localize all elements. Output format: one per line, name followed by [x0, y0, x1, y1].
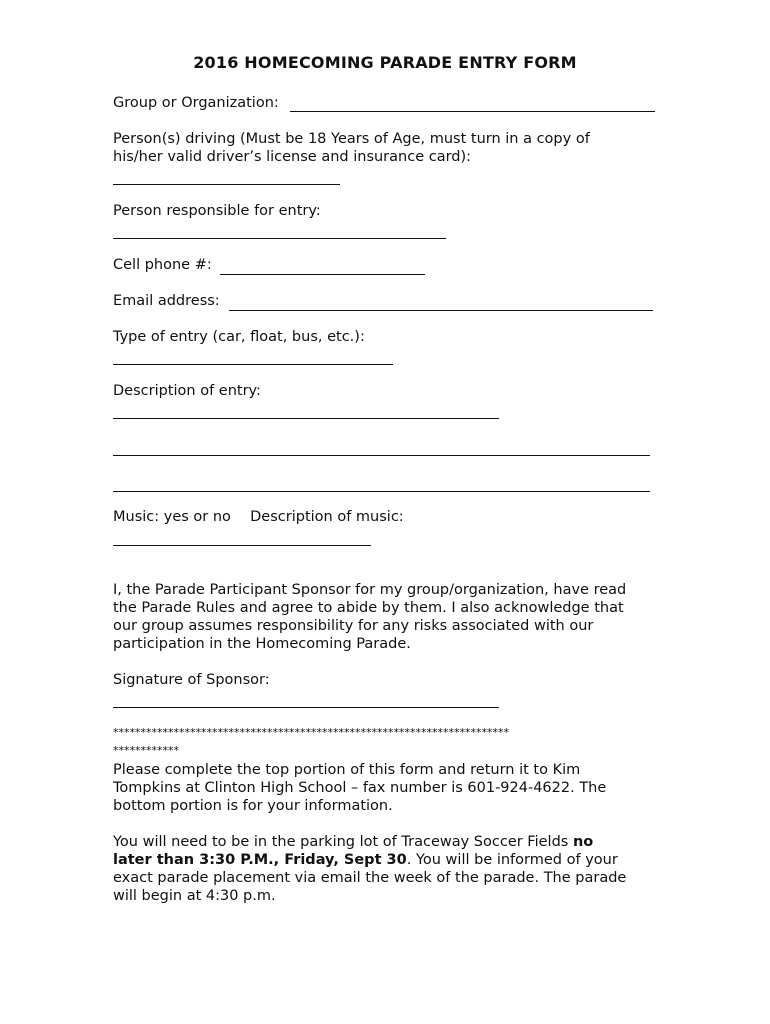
parking-info-line-4: will begin at 4:30 p.m. [113, 888, 276, 904]
star-divider-line-2: ************ [113, 744, 179, 757]
signature-input-line[interactable] [113, 707, 499, 708]
email-input-line[interactable] [229, 310, 653, 311]
description-label: Description of entry: [113, 383, 261, 399]
responsible-input-line[interactable] [113, 238, 446, 239]
parking-info-line-1 [113, 834, 593, 850]
group-input-line[interactable] [290, 111, 655, 112]
cell-label: Cell phone #: [113, 257, 212, 273]
agreement-line-2: the Parade Rules and agree to abide by them. I also acknowledge that [113, 600, 624, 616]
music-row [113, 509, 404, 525]
form-title: 2016 HOMECOMING PARADE ENTRY FORM [193, 53, 577, 72]
parking-text-1: You will need to be in the parking lot of Traceway Soccer Fields [113, 834, 573, 850]
group-field-row [113, 95, 279, 111]
return-info-line-3: bottom portion is for your information. [113, 798, 393, 814]
responsible-label: Person responsible for entry: [113, 203, 321, 219]
return-info-line-1: Please complete the top portion of this form and return it to Kim [113, 762, 581, 778]
driving-label-line2: his/her valid driver’s license and insurance card): [113, 149, 472, 165]
parking-deadline: later than 3:30 P.M., Friday, Sept 30 [113, 852, 407, 868]
star-divider-line-1: ************************************************************************ [113, 726, 509, 739]
parking-info-line-2 [113, 852, 618, 868]
description-input-line-2[interactable] [113, 455, 650, 456]
signature-label: Signature of Sponsor: [113, 672, 270, 688]
parking-info-line-3: exact parade placement via email the week of the parade. The parade [113, 870, 627, 886]
return-info-line-2: Tompkins at Clinton High School – fax number is 601-924-4622. The [113, 780, 607, 796]
parking-emphasis-1: no [572, 834, 594, 850]
parking-text-2: . You will be informed of your [406, 852, 618, 868]
email-label: Email address: [113, 293, 220, 309]
agreement-line-3: our group assumes responsibility for any risks associated with our [113, 618, 594, 634]
description-input-line-3[interactable] [113, 491, 650, 492]
cell-input-line[interactable] [220, 274, 425, 275]
music-yes-no-label: Music: yes or no [113, 509, 231, 525]
description-input-line-1[interactable] [113, 418, 499, 419]
group-label: Group or Organization: [113, 95, 279, 111]
music-description-label: Description of music: [250, 509, 404, 525]
music-input-line[interactable] [113, 545, 371, 546]
agreement-line-1: I, the Parade Participant Sponsor for my group/organization, have read [113, 582, 627, 598]
agreement-line-4: participation in the Homecoming Parade. [113, 636, 411, 652]
driving-label-line1: Person(s) driving (Must be 18 Years of Age, must turn in a copy of [113, 131, 590, 147]
entry-type-input-line[interactable] [113, 364, 393, 365]
driving-input-line[interactable] [113, 184, 340, 185]
entry-type-label: Type of entry (car, float, bus, etc.): [113, 329, 365, 345]
